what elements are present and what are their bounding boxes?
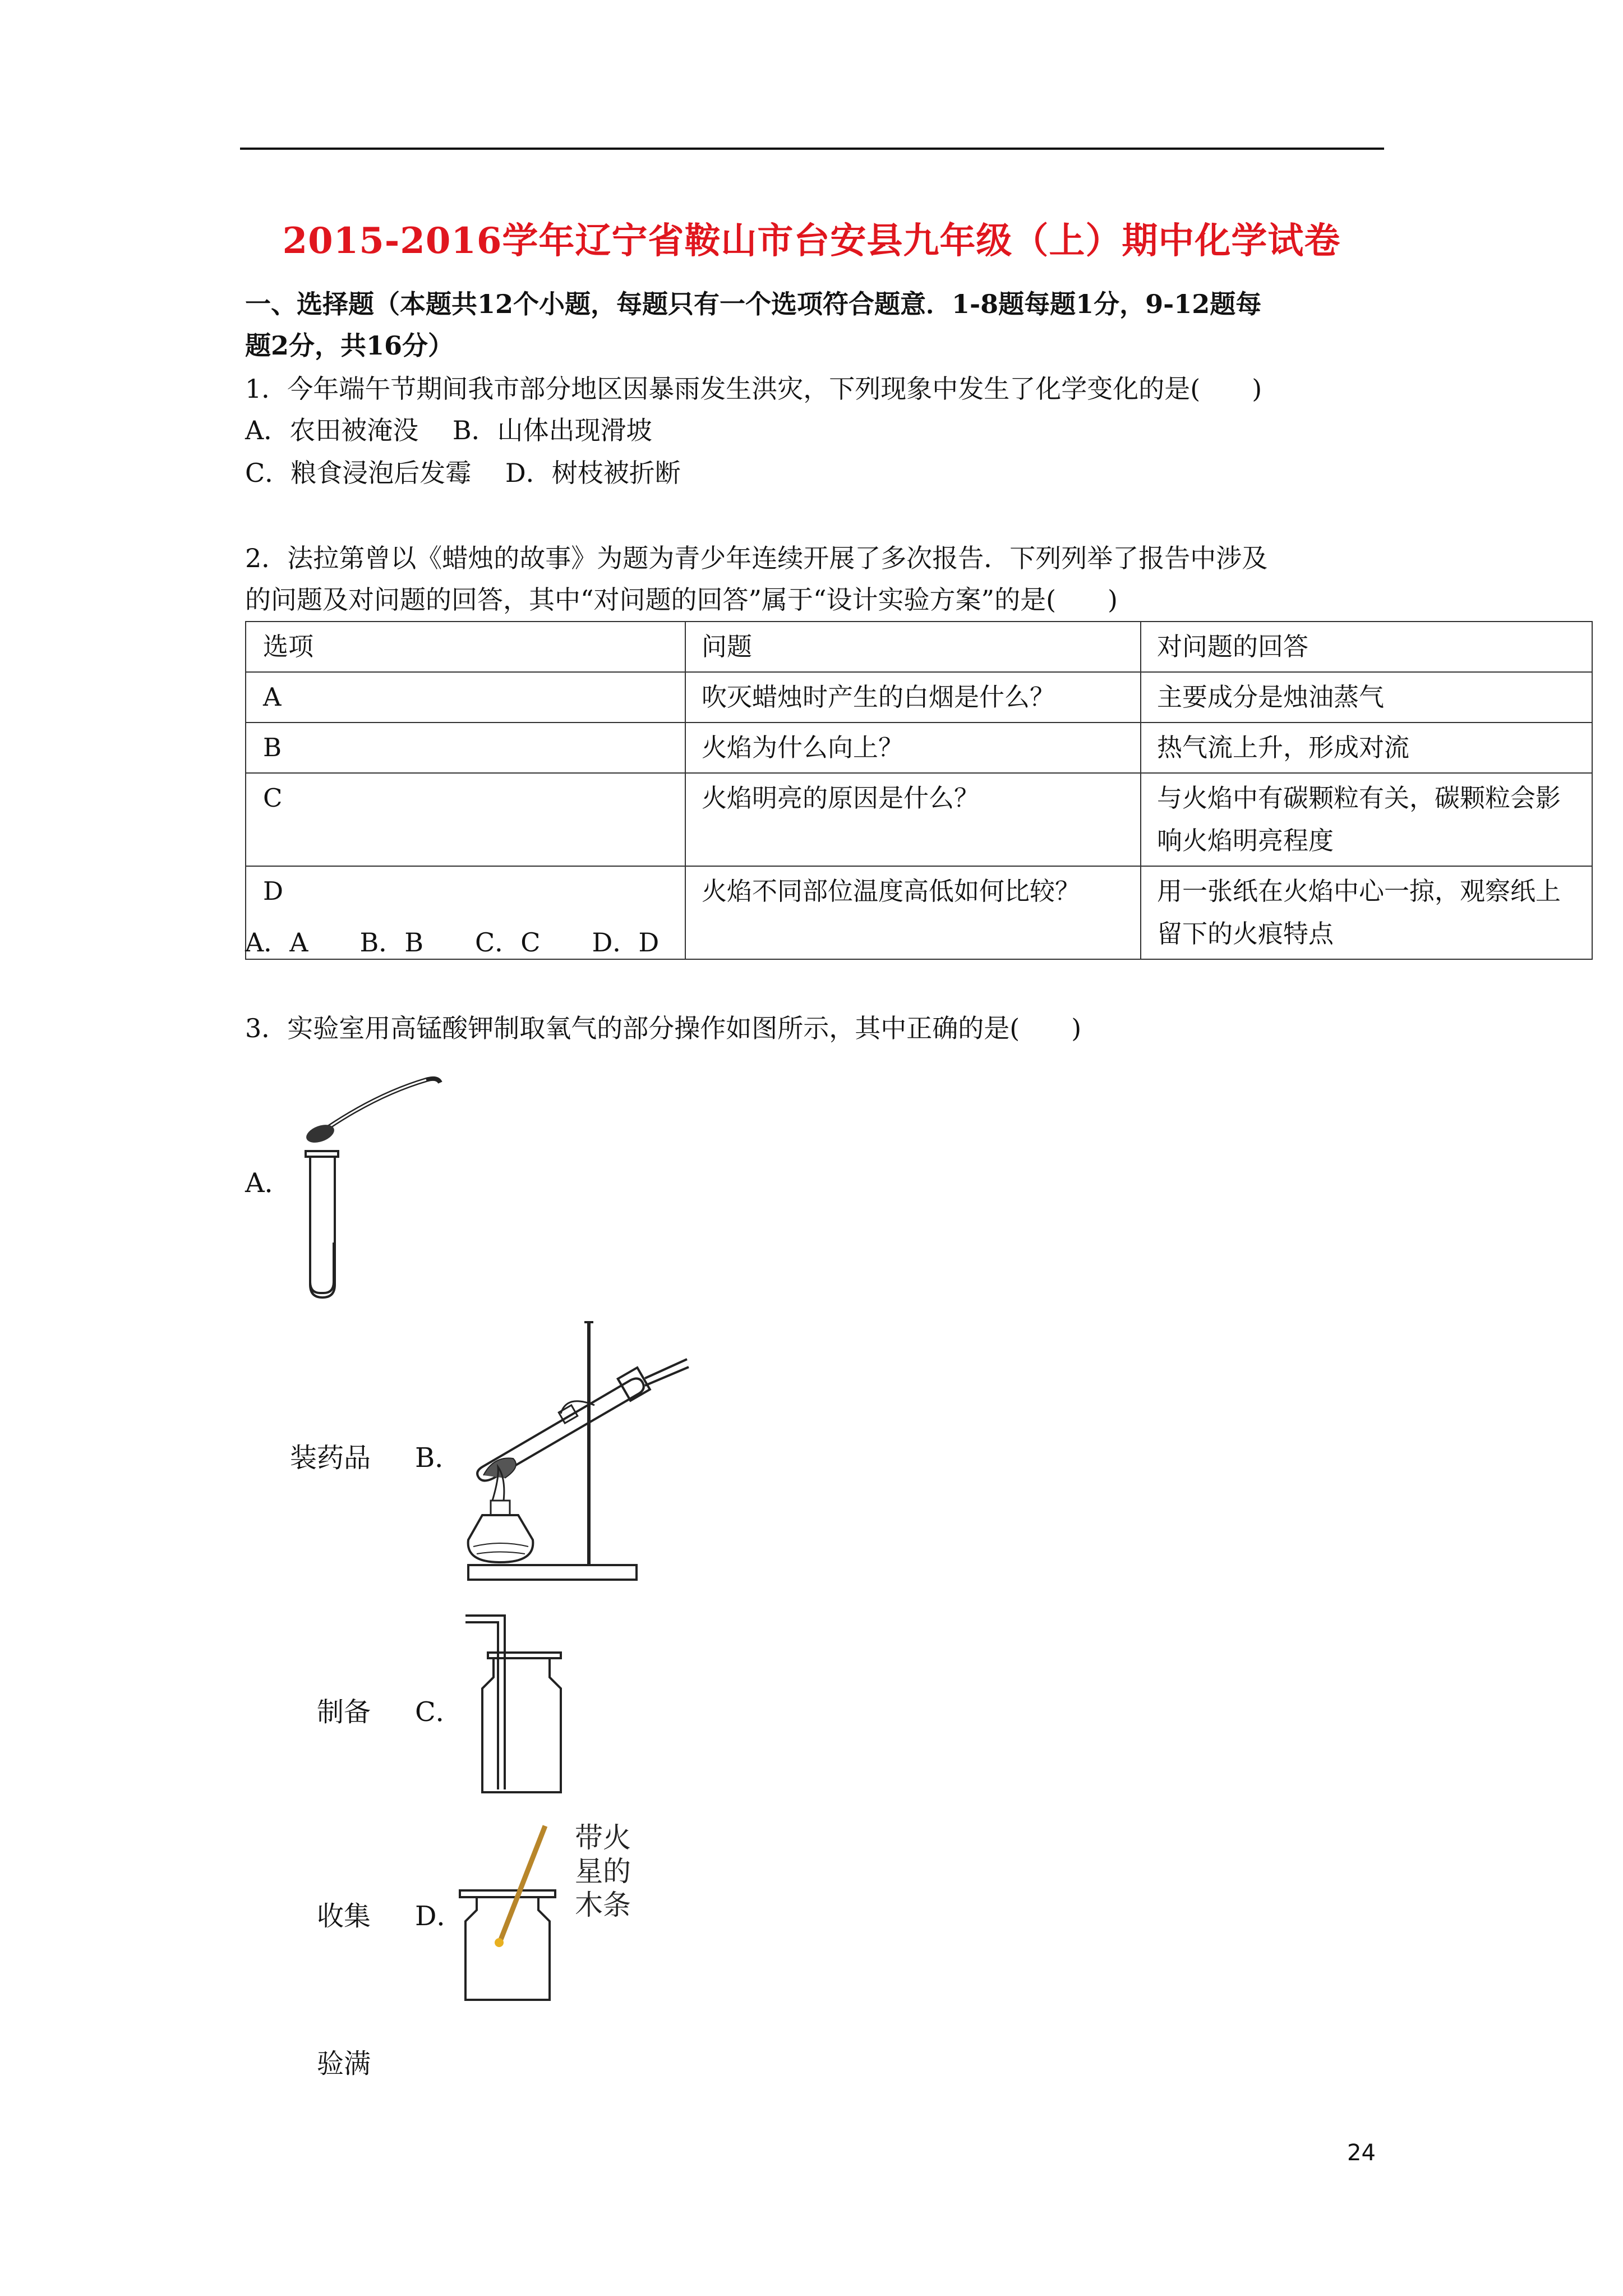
caption-d: 验满 [317,2048,371,2079]
page-number: 24 [1347,2140,1376,2166]
caption-c: 收集 [317,1901,371,1932]
page-title: 2015-2016学年辽宁省鞍山市台安县九年级（上）期中化学试卷 [282,220,1341,262]
table-cell: 与火焰中有碳颗粒有关，碳颗粒会影响火焰明亮程度 [1141,773,1592,866]
option-d-letter: D． [415,1901,464,1932]
table-header-cell: 选项 [246,622,685,672]
table-row [246,672,1592,723]
table-cell: A [246,672,685,723]
splint-label-line1: 带火 [575,1821,631,1854]
table-cell: 火焰不同部位温度高低如何比较？ [685,866,1141,959]
q1-stem: 1．今年端午节期间我市部分地区因暴雨发生洪灾，下列现象中发生了化学变化的是( ) [245,374,1262,404]
option-b-letter: B． [415,1442,462,1474]
table-cell: B [246,723,685,773]
q2-options: A．A B．B C．C D．D [245,927,660,958]
table-cell: 用一张纸在火焰中心一掠，观察纸上留下的火痕特点 [1141,866,1592,959]
section-heading-line2: 题2分，共16分） [245,330,454,361]
collection-bottle-figure [454,1610,572,1801]
header-rule [240,148,1384,150]
table-cell: 热气流上升，形成对流 [1141,723,1592,773]
q2-stem-line2: 的问题及对问题的回答，其中“对问题的回答”属于“设计实验方案”的是( ) [245,585,1118,615]
table-header-cell: 问题 [685,622,1141,672]
q2-table [245,621,1593,960]
test-tube-spoon-figure [283,1063,463,1299]
q1-options-line2: C．粮食浸泡后发霉 D．树枝被折断 [245,458,681,488]
glowing-splint-figure [454,1815,651,2017]
q2-stem-line1: 2．法拉第曾以《蜡烛的故事》为题为青少年连续开展了多次报告．下列列举了报告中涉及 [245,543,1268,573]
table-cell: 火焰为什么向上？ [685,723,1141,773]
table-cell: D [246,866,685,959]
splint-label-line3: 木条 [575,1889,631,1921]
table-row [246,723,1592,773]
caption-a: 装药品 [290,1442,371,1474]
option-c-letter: C． [415,1696,463,1728]
option-a-letter: A． [245,1167,292,1199]
heating-apparatus-figure [460,1315,695,1585]
q1-options-line1: A．农田被淹没 B．山体出现滑坡 [245,415,652,445]
table-cell: 火焰明亮的原因是什么？ [685,773,1141,866]
splint-label-line2: 星的 [575,1855,631,1888]
table-row [246,773,1592,866]
q3-stem: 3．实验室用高锰酸钾制取氧气的部分操作如图所示，其中正确的是( ) [245,1013,1082,1043]
section-heading-line1: 一、选择题（本题共12个小题，每题只有一个选项符合题意．1-8题每题1分，9-12题每 [245,289,1262,319]
table-header-row [246,622,1592,672]
caption-b: 制备 [317,1696,371,1728]
table-header-cell: 对问题的回答 [1141,622,1592,672]
table-cell: C [246,773,685,866]
table-cell: 吹灭蜡烛时产生的白烟是什么？ [685,672,1141,723]
table-cell: 主要成分是烛油蒸气 [1141,672,1592,723]
